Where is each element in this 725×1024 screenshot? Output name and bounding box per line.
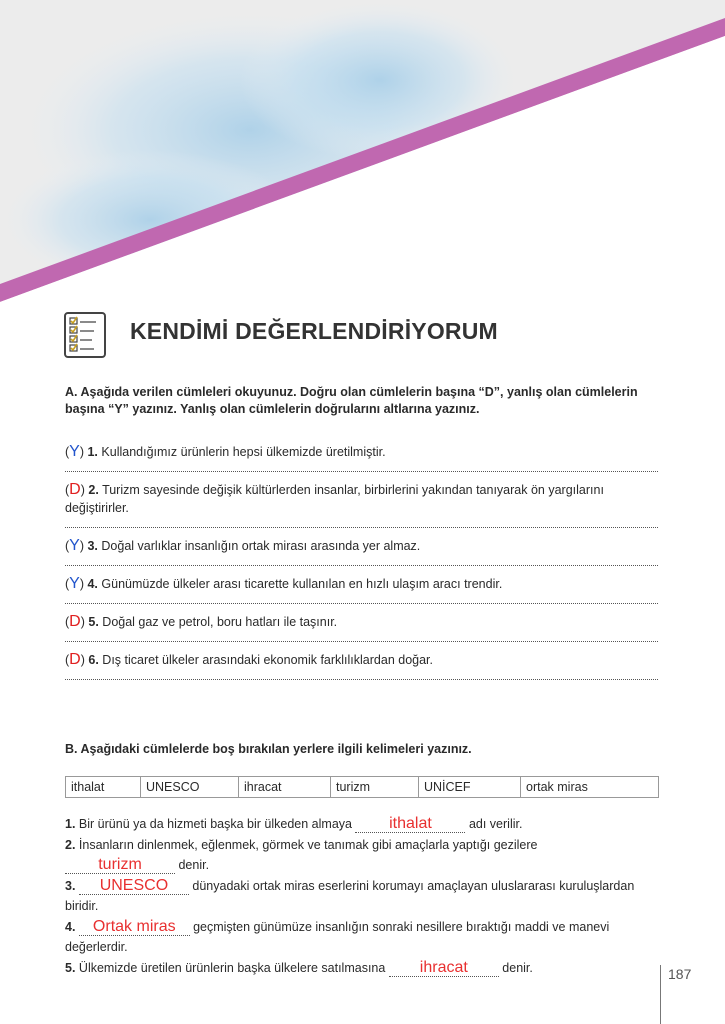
page-title: KENDİMİ DEĞERLENDİRİYORUM <box>130 318 498 344</box>
true-false-item: (Y) 1. Kullandığımız ürünlerin hepsi ülkemizde üretilmiştir. <box>65 443 386 460</box>
true-false-item: (D) 6. Dış ticaret ülkeler arasındaki ekonomik farklılıklardan doğar. <box>65 651 434 668</box>
answer-mark: D <box>69 481 81 498</box>
answer-line[interactable] <box>65 471 658 472</box>
answer-line[interactable] <box>65 527 658 528</box>
fill-blank-item: 2. İnsanların dinlenmek, eğlenmek, görmek ve tanımak gibi amaçlarla yaptığı gezilere turizm denir. <box>65 838 538 873</box>
answer-line[interactable] <box>65 565 658 566</box>
answer-mark: D <box>69 651 81 668</box>
page-number: 187 <box>668 966 692 982</box>
answer-mark: Y <box>69 537 80 554</box>
fill-blank-list <box>65 814 660 979</box>
answer-line[interactable] <box>65 603 658 604</box>
answer-mark: D <box>69 613 81 630</box>
handwritten-answer[interactable]: ithalat <box>355 815 465 833</box>
checklist-icon <box>62 310 110 360</box>
true-false-item: (Y) 4. Günümüzde ülkeler arası ticarette kullanılan en hızlı ulaşım aracı trendir. <box>65 575 503 592</box>
handwritten-answer[interactable]: UNESCO <box>79 877 189 895</box>
fill-blank-item: 5. Ülkemizde üretilen ürünlerin başka ülkelere satılmasına ihracat denir. <box>65 959 533 976</box>
fill-blank-item: 3. UNESCO dünyadaki ortak miras eserlerini korumayı amaçlayan uluslararası kuruluşlardan biridir. <box>65 877 635 913</box>
true-false-item: (Y) 3. Doğal varlıklar insanlığın ortak mirası arasında yer almaz. <box>65 537 421 554</box>
true-false-item: (D) 2. Turizm sayesinde değişik kültürlerden insanlar, birbirlerini yakından tanıyarak ön yargılarını değiştirirler. <box>65 481 604 515</box>
word-bank-cell: ithalat <box>66 777 141 798</box>
page-number-divider <box>660 965 661 1024</box>
answer-line[interactable] <box>65 641 658 642</box>
answer-mark: Y <box>69 443 80 460</box>
handwritten-answer[interactable]: ihracat <box>389 959 499 977</box>
answer-line[interactable] <box>65 679 658 680</box>
word-bank-cell: UNİCEF <box>419 777 521 798</box>
handwritten-answer[interactable]: turizm <box>65 856 175 874</box>
word-bank-cell: UNESCO <box>141 777 239 798</box>
word-bank-cell: ihracat <box>239 777 331 798</box>
true-false-item: (D) 5. Doğal gaz ve petrol, boru hatları ile taşınır. <box>65 613 338 630</box>
word-bank-cell: ortak miras <box>521 777 659 798</box>
true-false-list <box>65 443 660 689</box>
word-bank-table <box>65 776 659 798</box>
fill-blank-item: 1. Bir ürünü ya da hizmeti başka bir ülkeden almaya ithalat adı verilir. <box>65 815 523 832</box>
fill-blank-item: 4. Ortak miras geçmişten günümüze insanlığın sonraki nesillere bıraktığı maddi ve manevi değerlerdir. <box>65 918 610 954</box>
section-a-instruction: A. Aşağıda verilen cümleleri okuyunuz. Doğru olan cümlelerin başına “D”, yanlış olan cümlelerin başına “Y” yazınız. Yanlış olan cümlelerin doğrularını altlarına yazınız. <box>65 385 638 416</box>
answer-mark: Y <box>69 575 80 592</box>
handwritten-answer[interactable]: Ortak miras <box>79 918 190 936</box>
word-bank-cell: turizm <box>331 777 419 798</box>
section-b-instruction: B. Aşağıdaki cümlelerde boş bırakılan yerlere ilgili kelimeleri yazınız. <box>65 742 472 756</box>
